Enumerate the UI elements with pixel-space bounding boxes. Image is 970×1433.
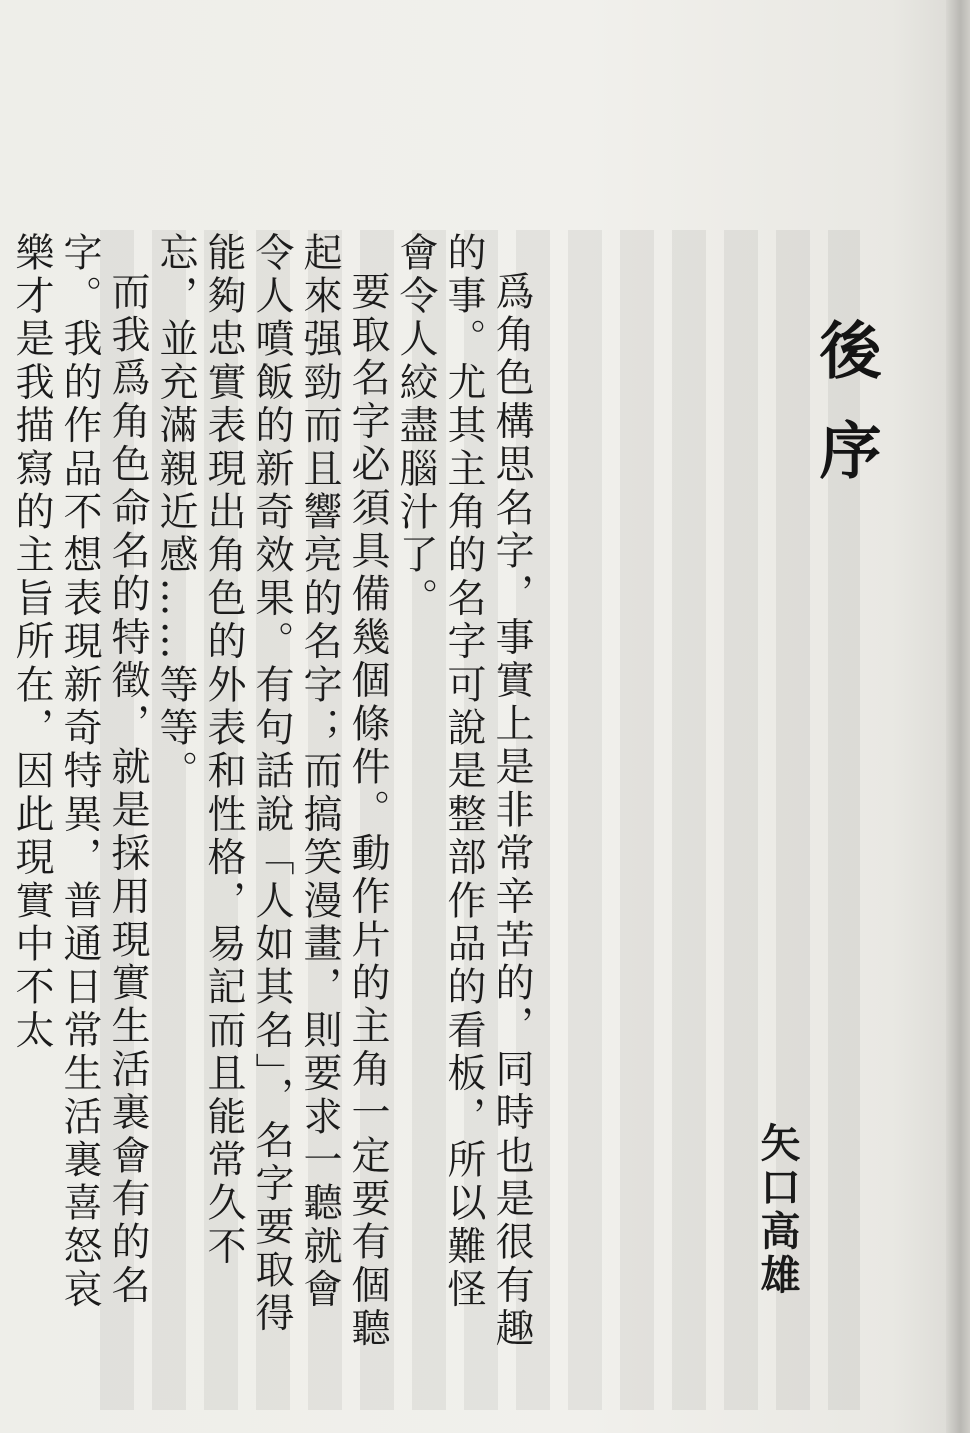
- body-text: [9, 232, 535, 1352]
- paragraph-1: 爲角色構思名字，事實上是非常辛苦的，同時也是很有趣的事。尤其主角的名字可說是整部作品的看板，所以難怪會令人絞盡腦汁了。: [393, 232, 534, 1351]
- paragraph-3: 而我爲角色命名的特徵，就是採用現實生活裏會有的名字。我的作品不想表現新奇特異，普通日常生活裏喜怒哀樂才是我描寫的主旨所在，因此現實中不太: [9, 232, 150, 1312]
- paragraph-2: 要取名字必須具備幾個條件。動作片的主角一定要有個聽起來强勁而且響亮的名字；而搞笑漫畫，則要求一聽就會令人噴飯的新奇效果。有句話說「人如其名」，名字要取得能夠忠實表現出角色的外表和性格，易記而且能常久不忘，並充滿親近感……等等。: [153, 232, 390, 1351]
- author-name: 矢口高雄: [754, 1122, 800, 1298]
- page-title: 後序: [809, 318, 882, 518]
- page-edge: [946, 0, 970, 1433]
